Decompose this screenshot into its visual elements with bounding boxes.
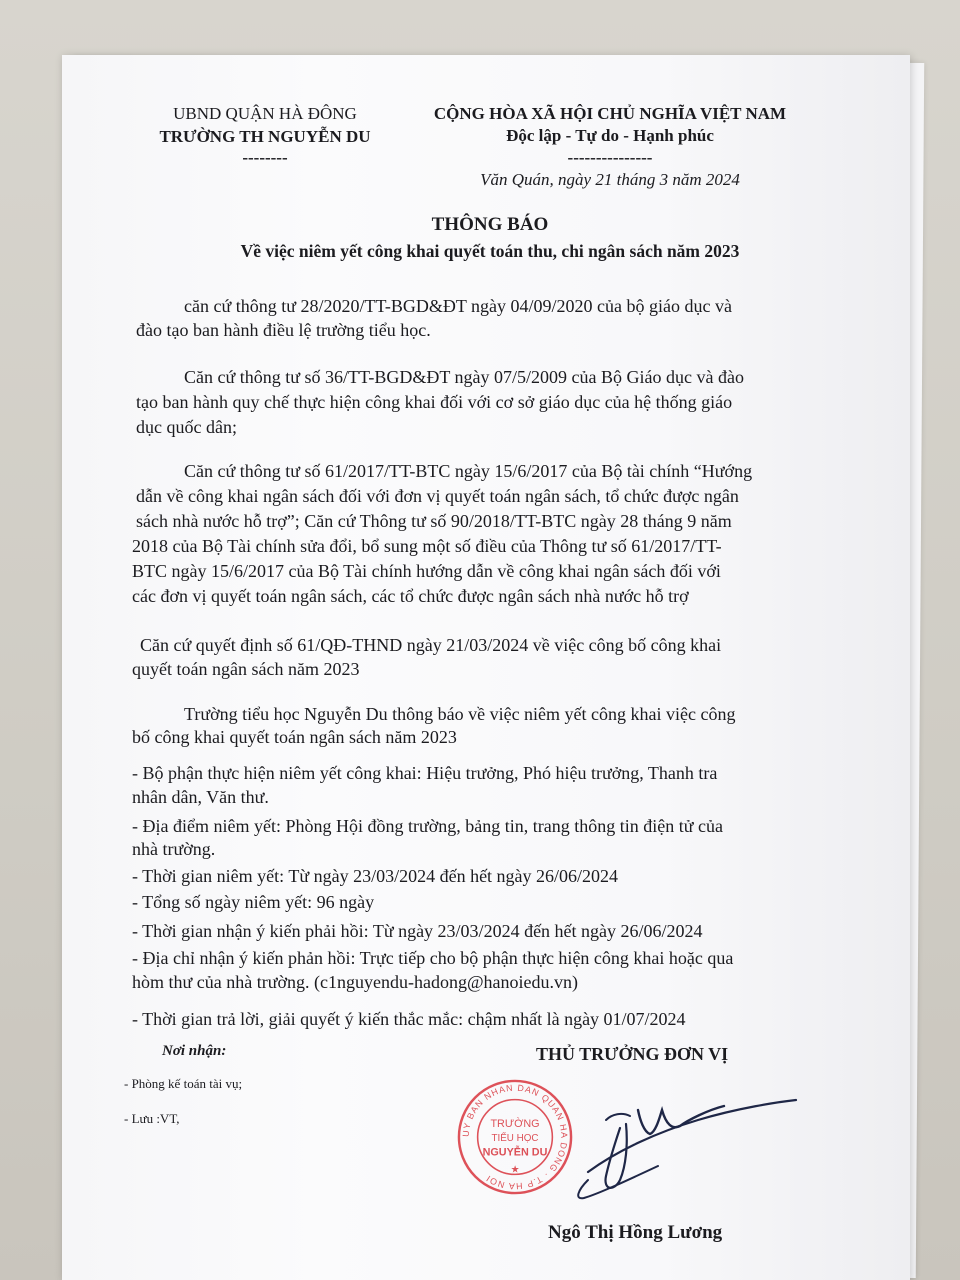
paragraph-line: đào tạo ban hành điều lệ trường tiểu học. xyxy=(136,320,431,340)
signer-name: Ngô Thị Hồng Lương xyxy=(548,1222,723,1243)
seal-star-icon: ★ xyxy=(510,1164,520,1176)
paragraph-line: Trường tiểu học Nguyễn Du thông báo về việc niêm yết công khai việc công xyxy=(184,704,736,724)
document-subtitle: Về việc niêm yết công khai quyết toán thu, chi ngân sách năm 2023 xyxy=(240,241,740,261)
info-item-line: - Tổng số ngày niêm yết: 96 ngày xyxy=(132,892,375,912)
seal-ring-text: UY BAN NHAN DAN QUAN HA DONG · T.P HA NOI xyxy=(460,1082,570,1192)
header-country: CỘNG HÒA XÃ HỘI CHỦ NGHĨA VIỆT NAM xyxy=(433,104,787,123)
paragraph-line: dẫn về công khai ngân sách đối với đơn vị quyết toán ngân sách, tổ chức được ngân xyxy=(136,486,739,506)
signer-role: THỦ TRƯỞNG ĐƠN VỊ xyxy=(536,1044,729,1064)
paragraph-line: các đơn vị quyết toán ngân sách, các tổ chức được ngân sách nhà nước hỗ trợ xyxy=(132,586,689,606)
header-left-divider: -------- xyxy=(242,148,288,167)
paragraph-line: 2018 của Bộ Tài chính sửa đổi, bổ sung một số điều của Thông tư số 61/2017/TT- xyxy=(132,536,722,556)
paragraph-line: Căn cứ thông tư số 36/TT-BGD&ĐT ngày 07/5/2009 của Bộ Giáo dục và đào xyxy=(184,367,744,387)
handwritten-signature xyxy=(548,1080,798,1220)
header-right-divider: --------------- xyxy=(567,148,653,167)
paragraph-line: bố công khai quyết toán ngân sách năm 2023 xyxy=(132,727,457,747)
recipients-heading: Nơi nhận: xyxy=(162,1043,227,1059)
info-item-line: - Địa điểm niêm yết: Phòng Hội đồng trường, bảng tin, trang thông tin điện tử của xyxy=(132,816,723,836)
paragraph-line: tạo ban hành quy chế thực hiện công khai đối với cơ sở giáo dục của hệ thống giáo xyxy=(136,392,733,412)
paragraph-line: dục quốc dân; xyxy=(136,417,237,437)
header-school: TRƯỜNG TH NGUYỄN DU xyxy=(159,127,371,146)
date-line: Văn Quán, ngày 21 tháng 3 năm 2024 xyxy=(480,170,740,189)
header-district: UBND QUẬN HÀ ĐÔNG xyxy=(173,104,357,123)
document-title: THÔNG BÁO xyxy=(431,214,549,235)
paragraph-line: BTC ngày 15/6/2017 của Bộ Tài chính hướng dẫn về công khai ngân sách đối với xyxy=(132,561,721,581)
paragraph-line: Căn cứ thông tư số 61/2017/TT-BTC ngày 15/6/2017 của Bộ tài chính “Hướng xyxy=(184,461,753,481)
paragraph-line: quyết toán ngân sách năm 2023 xyxy=(132,659,360,679)
seal-inner-line: TIỂU HỌC xyxy=(491,1132,539,1144)
info-item-line: nhà trường. xyxy=(132,839,216,859)
seal-inner-line: TRƯỜNG xyxy=(490,1118,540,1131)
seal-inner-line: NGUYỄN DU xyxy=(482,1146,548,1159)
recipient-item: - Phòng kế toán tài vụ; xyxy=(124,1076,243,1091)
info-item-line: - Bộ phận thực hiện niêm yết công khai: Hiệu trưởng, Phó hiệu trưởng, Thanh tra xyxy=(132,763,718,783)
paragraph-line: sách nhà nước hỗ trợ”; Căn cứ Thông tư số 90/2018/TT-BTC ngày 28 tháng 9 năm xyxy=(136,511,732,531)
paragraph-line: căn cứ thông tư 28/2020/TT-BGD&ĐT ngày 04/09/2020 của bộ giáo dục và xyxy=(184,296,732,316)
info-item-line: nhân dân, Văn thư. xyxy=(132,787,269,807)
info-item-line: hòm thư của nhà trường. (c1nguyendu-hadong@hanoiedu.vn) xyxy=(132,972,579,992)
info-item-line: - Thời gian nhận ý kiến phải hồi: Từ ngày 23/03/2024 đến hết ngày 26/06/2024 xyxy=(132,921,703,941)
paragraph-line: Căn cứ quyết định số 61/QĐ-THND ngày 21/03/2024 về việc công bố công khai xyxy=(140,635,722,655)
info-item-line: - Địa chỉ nhận ý kiến phản hồi: Trực tiếp cho bộ phận thực hiện công khai hoặc qua xyxy=(132,948,734,968)
recipient-item: - Lưu :VT, xyxy=(124,1111,180,1126)
info-item-line: - Thời gian niêm yết: Từ ngày 23/03/2024 đến hết ngày 26/06/2024 xyxy=(132,866,619,886)
info-item-line: - Thời gian trả lời, giải quyết ý kiến thắc mắc: chậm nhất là ngày 01/07/2024 xyxy=(132,1009,686,1029)
header-motto: Độc lập - Tự do - Hạnh phúc xyxy=(506,126,714,145)
